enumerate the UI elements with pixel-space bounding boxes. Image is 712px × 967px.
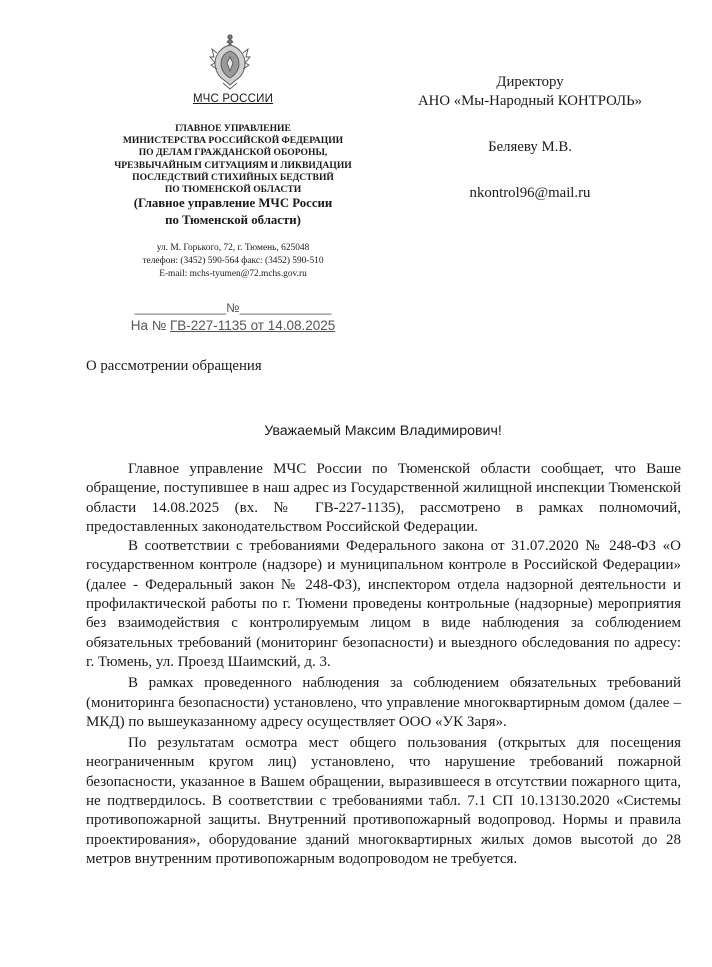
org-abbreviated-name <box>80 195 386 228</box>
body-paragraph: В соответствии с требованиями Федерального закона от 31.07.2020 № 248-ФЗ «О государственном контроле (надзоре) и муниципальном контроле в Российской Федерации» (далее - Федеральный закон № 248-ФЗ), инспектором отдела надзорной деятельности и профилактической работы по г. Тюмени проведены контрольные (надзорные) мероприятия без взаимодействия с контролируемым лицом в виде наблюдения за соблюдением обязательных требований (мониторинг безопасности) и выездного обследования по адресу: г. Тюмень, ул. Проезд Шаимский, д. 3. <box>86 538 681 670</box>
org-email: E-mail: mchs-tyumen@72.mchs.gov.ru <box>159 268 307 279</box>
addressee-email: nkontrol96@mail.ru <box>469 185 591 201</box>
org-full-line: ПО ДЕЛАМ ГРАЖДАНСКОЙ ОБОРОНЫ, <box>138 147 328 159</box>
addressee-organization: АНО «Мы-Народный КОНТРОЛЬ» <box>417 93 642 109</box>
org-abbr-line: (Главное управление МЧС России <box>133 196 333 210</box>
org-address: ул. М. Горького, 72, г. Тюмень, 625048 <box>156 243 310 253</box>
org-full-line: ГЛАВНОЕ УПРАВЛЕНИЕ <box>175 123 291 134</box>
reply-ref-number: ГВ-227-1135 от 14.08.2025 <box>169 318 336 333</box>
org-full-line: ПО ТЮМЕНСКОЙ ОБЛАСТИ <box>164 184 302 196</box>
body-paragraph: В рамках проведенного наблюдения за соблюдением обязательных требований (мониторинга безопасности) установлено, что управление многоквартирным домом (далее – МКД) по вышеуказанному адресу осуществляет ООО «УК Заря». <box>86 675 681 730</box>
letter-body <box>86 460 681 869</box>
org-full-name <box>80 123 386 196</box>
spacer <box>380 157 680 184</box>
emchs-emblem-icon <box>209 33 251 91</box>
org-full-line: ПОСЛЕДСТВИЙ СТИХИЙНЫХ БЕДСТВИЙ <box>132 171 334 183</box>
spacer <box>380 111 680 138</box>
registration-number-line: _____________№_____________ <box>134 301 332 315</box>
reply-reference <box>110 318 356 333</box>
org-abbr-line: по Тюменской области) <box>165 212 301 227</box>
addressee-name: Беляеву М.В. <box>488 139 572 155</box>
body-paragraph: Главное управление МЧС России по Тюменской области сообщает, что Ваше обращение, поступившее в наш адрес из Государственной жилищной инспекции Тюменской области 14.08.2025 (вх. № ГВ-227-1135), рассмотрено в рамках полномочий, предоставленных законодательством Российской Федерации. <box>86 461 681 535</box>
org-full-line: МИНИСТЕРСТВА РОССИЙСКОЙ ФЕДЕРАЦИИ <box>122 135 344 147</box>
addressee-block <box>380 73 680 203</box>
salutation: Уважаемый Максим Владимирович! <box>264 423 502 439</box>
org-phone: телефон: (3452) 590-564 факс: (3452) 590-510 <box>142 255 324 266</box>
letter-subject: О рассмотрении обращения <box>86 358 262 374</box>
reply-prefix: На № <box>130 318 170 333</box>
org-short-name: МЧС РОССИИ <box>192 93 274 105</box>
org-contacts <box>80 242 386 280</box>
addressee-position: Директору <box>496 74 564 90</box>
org-full-line: ЧРЕЗВЫЧАЙНЫМ СИТУАЦИЯМ И ЛИКВИДАЦИИ <box>114 159 352 171</box>
body-paragraph: По результатам осмотра мест общего пользования (открытых для посещения неограниченным кругом лиц) установлено, что нарушение требований пожарной безопасности, указанное в Вашем обращении, выразившееся в отсутствии пожарного щита, не подтвердилось. В соответствии с требованиями табл. 7.1 СП 10.13130.2020 «Системы противопожарной защиты. Внутренний противопожарный водопровод. Нормы и правила проектирования», оборудование зданий многоквартирных жилых домов высотой до 28 метров внутренним противопожарным водопроводом не требуется. <box>86 735 681 867</box>
